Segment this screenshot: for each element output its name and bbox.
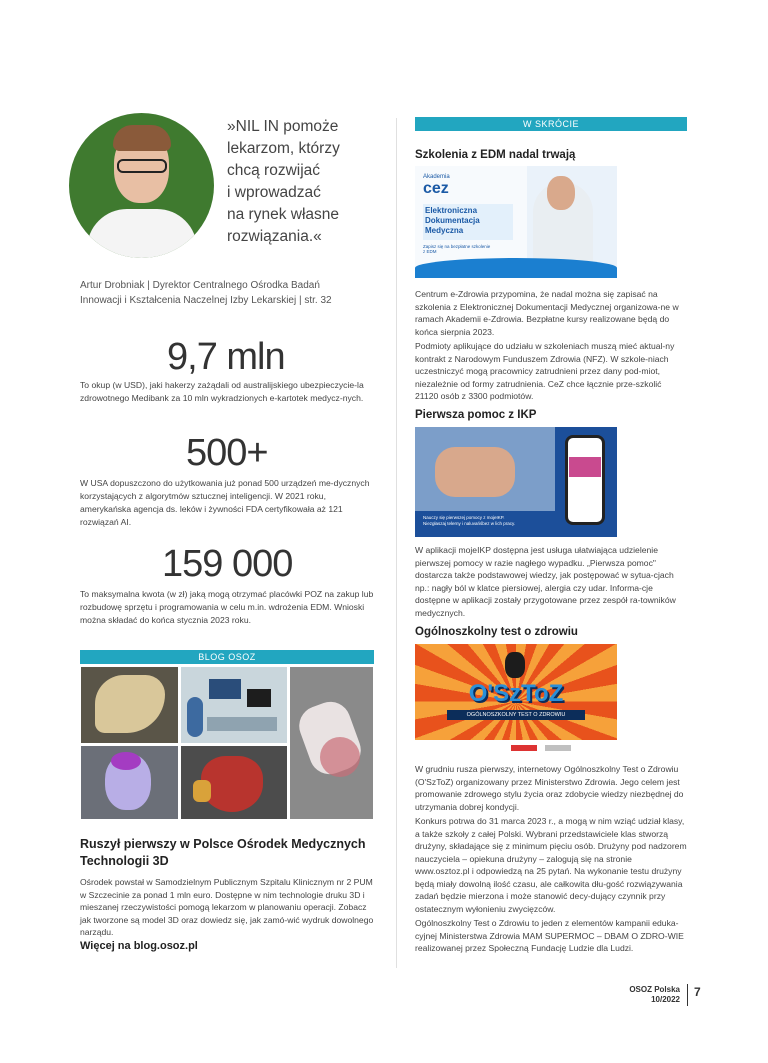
news-image-ikp-first-aid: Nauczy się pierwszej pomocy z mojeIKP. Niezgłaszaj telerny i naluvańśbez w lich pracy. — [415, 427, 617, 537]
news-title-ikp: Pierwsza pomoc z IKP — [415, 409, 537, 421]
blog-image-spine-model — [289, 666, 374, 820]
news-image-osztoz: O'SzToZ OGÓLNOSZKOLNY TEST O ZDROWIU — [415, 644, 617, 756]
quote-attribution: Artur Drobniak | Dyrektor Centralnego Ośrodka Badań Innowacji i Kształcenia Naczelnej Izby Lekarskiej | str. 32 — [80, 280, 332, 306]
stat-text-ransom: To okup (w USD), jaki hakerzy zażądali od australijskiego ubezpieczycie-la zdrowotnego Medibank za 10 mln wykradzionych e-kartotek medycz-nych. — [80, 380, 364, 403]
stat-value-ransom: 9,7 mln — [167, 336, 285, 378]
stat-text-ai-devices: W USA dopuszczono do użytkowania już ponad 500 urządzeń me-dycznych korzystających z algorytmów sztucznej inteligencji. W 2021 roku, amerykańska agencja ds. leków i żywności FDA certyfikowała aż 121 rozwiązań AI. — [80, 478, 370, 527]
pull-quote: »NIL IN pomoże lekarzom, którzy chcą rozwijać i wprowadzać na rynek własne rozwiązania.« — [227, 118, 340, 245]
footer-separator — [687, 984, 688, 1006]
news-image-cez-edm: Akademia cez Elektroniczna Dokumentacja Medyczna Zapisz się na bezpłatne szkolenie z EDM — [415, 166, 617, 278]
blog-image-heart-model — [180, 745, 288, 820]
news-title-osztoz: Ogólnoszkolny test o zdrowiu — [415, 626, 578, 638]
blog-article-title: Ruszył pierwszy w Polsce Ośrodek Medycznych Technologii 3D — [80, 837, 366, 868]
news-text-ikp: W aplikacji mojeIKP dostępna jest usługa ułatwiająca udzielenie pierwszej pomocy w razie nagłego wypadku. „Pierwsza pomoc" dostarcza także podstawowej wiedzy, jak postępować w sytua-cjach np.: nagły ból w klatce piersiowej, alergia czy udar. Informa-cje dostępne w aplikacji zostały przygotowane przez zespół ra-towników medycznych. — [415, 545, 676, 618]
footer-brand: OSOZ Polska 10/2022 — [629, 985, 680, 1004]
stat-value-ai-devices: 500+ — [186, 432, 268, 474]
page-number: 7 — [694, 985, 701, 999]
blog-image-skull-model — [80, 745, 179, 820]
column-divider — [396, 118, 397, 968]
news-title-edm: Szkolenia z EDM nadal trwają — [415, 149, 576, 161]
news-section-header: W SKRÓCIE — [415, 117, 687, 131]
blog-section-header: BLOG OSOZ — [80, 650, 374, 664]
stat-value-poz-grant: 159 000 — [162, 543, 293, 585]
author-portrait — [69, 113, 214, 258]
news-text-edm: Centrum e-Zdrowia przypomina, że nadal można się zapisać na szkolenia z Elektronicznej Dokumentacji Medycznej organizowa-ne w ramach Akademii e-Zdrowia. Bezpłatne kursy realizowane będą do końca sierpnia 2023. Podmioty aplikujące do udziału w szkoleniach muszą mieć aktual-ny kontrakt z Narodowym Funduszem Zdrowia (NFZ). W szkole-niach uczestniczyć mogą pracownicy zatrudnieni przez dany pod-miot, niezależnie od formy zatrudnienia. CeZ chce łącznie prze-szkolić 21120 osób z 3300 podmiotów. — [415, 289, 679, 401]
blog-image-foot-model — [80, 666, 179, 744]
blog-article-text: Ośrodek powstał w Samodzielnym Publicznym Szpitalu Klinicznym nr 2 PUM w Szczecinie za ponad 1 mln euro. Dostępne w nim technologie druku 3D i mieszanej rzeczywistości pomogą lekarzom w planowaniu operacji. Zobacz jak tworzone są model 3D oraz dowiedz się, jak zamó-wić wydruk dowolnego narządu. — [80, 877, 374, 937]
stat-text-poz-grant: To maksymalna kwota (w zł) jaką mogą otrzymać placówki POZ na zakup lub rozbudowę sprzętu i programowania w celu m.in. wdrożenia EDM. Wnioski można składać do końca stycznia 2023 roku. — [80, 589, 374, 625]
news-text-osztoz: W grudniu rusza pierwszy, internetowy Ogólnoszkolny Test o Zdrowiu (O'SzToZ) organizowany przez Ministerstwo Zdrowia. Jego celem jest promowanie zdrowego stylu życia oraz zdobycie wiedzy niezbędnej do utrzymania dobrej kondycji. Konkurs potrwa do 31 marca 2023 r., a mogą w nim wziąć udział klasy, a także szkoły z całej Polski. Wybrani przedstawiciele klas stworzą drużyny, składające się z minimum pięciu osób. Drużyny pod nadzorem nauczyciela – opiekuna drużyny – zalogują się na stronie www.osztoz.pl i odpowiedzą na 25 pytań. Na wykonanie testu drużyny będą miały dowolną ilość czasu, ale całkowita dłu-gość rozwiązywania zadań będzie mierzona i może stanowić decy-dujący czynnik przy ostatecznym wyłonieniu zwycięzców. Ogólnoszkolny Test o Zdrowiu to jeden z elementów kampanii eduka-cyjnej Ministerstwa Zdrowia MAM SUPERMOC – DBAM O ZDRO-WIE realizowanej przez Społeczną Fundację Ludzie dla Ludzi. — [415, 764, 687, 953]
blog-image-operating-room — [180, 666, 288, 744]
blog-link[interactable]: Więcej na blog.osoz.pl — [80, 940, 198, 952]
